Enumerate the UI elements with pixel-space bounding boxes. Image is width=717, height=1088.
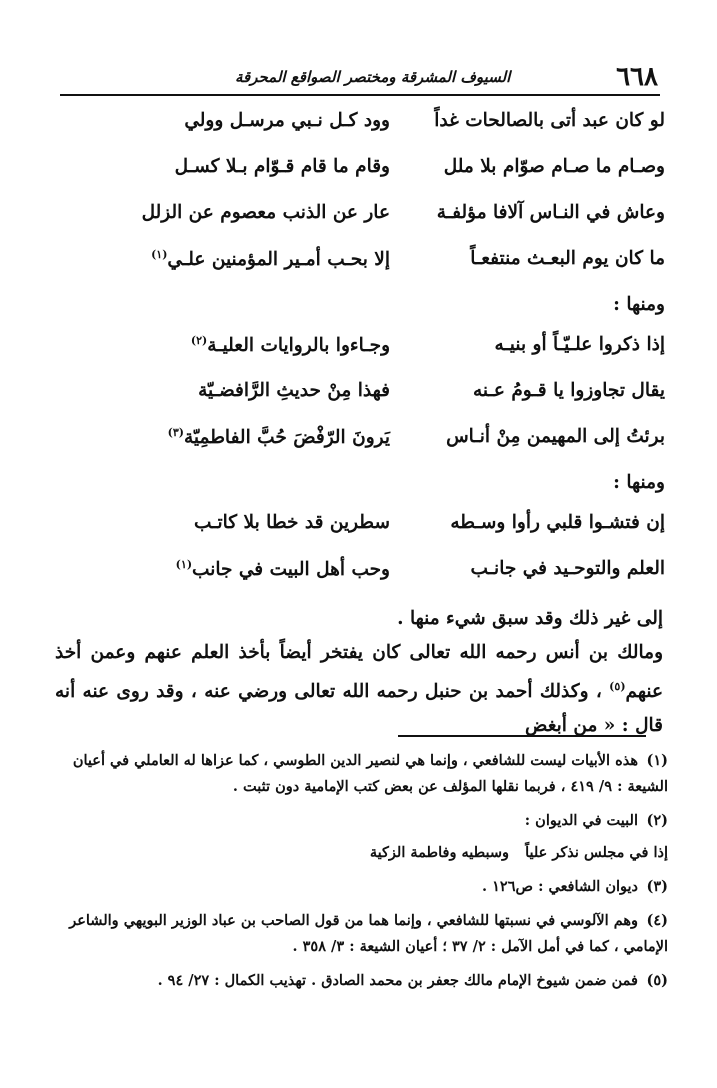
verse-line — [55, 416, 665, 462]
footnote — [50, 968, 668, 994]
footnotes — [50, 740, 668, 994]
main-text — [55, 100, 665, 743]
footnote-ref: (١) — [151, 248, 168, 261]
footnote — [50, 874, 668, 900]
footnote-number: (٣) — [646, 878, 668, 895]
footnote-verse — [50, 840, 668, 866]
paragraph-text: ومالك بن أنس رحمه الله تعالى كان يفتخر أيضاً بأخذ العلم عنهم وعمن أخذ عنهم — [55, 642, 663, 703]
verse-line — [55, 370, 665, 416]
verse-second-hemistich — [55, 558, 390, 580]
verse-line — [55, 324, 665, 370]
verse-second-hemistich: وود كـل نـبي مرسـل وولي — [184, 110, 390, 131]
footnote-number: (١) — [646, 752, 668, 769]
verse-first-hemistich: العلم والتوحـيد في جانـب — [470, 558, 665, 579]
verse-second-hemistich — [55, 334, 390, 356]
footnote-ref: (٥) — [609, 680, 626, 693]
verse-first-hemistich: يقال تجاوزوا يا قـومُ عـنه — [472, 380, 665, 401]
prose-paragraph — [55, 636, 663, 743]
footnote-verse-first: إذا في مجلس نذكر علياً — [525, 844, 668, 861]
verse-first-hemistich: برئتُ إلى المهيمن مِنْ أنـاس — [446, 426, 665, 447]
hemistich-text: وجـاءوا بالروايات العليـة — [207, 335, 390, 357]
verse-first-hemistich: وصـام ما صـام صوّام بلا ملل — [443, 156, 665, 177]
footnote-text: ديوان الشافعي : ص١٢٦ . — [482, 878, 638, 895]
verse-second-hemistich: فهذا مِنْ حديثِ الرَّافضـيّة — [198, 380, 390, 401]
verse-first-hemistich: لو كان عبد أتى بالصالحات غداً — [434, 110, 665, 131]
verse-line — [55, 100, 665, 146]
footnote-ref: (٢) — [190, 334, 208, 347]
running-title: السيوف المشرقة ومختصر الصواقع المحرقة — [235, 68, 511, 86]
header-rule — [60, 94, 660, 96]
verse-first-hemistich: وعاش في النـاس آلافا مؤلفـة — [436, 202, 665, 223]
footnote-text: البيت في الديوان : — [524, 812, 638, 829]
footnote — [50, 748, 668, 800]
verse-line — [55, 146, 665, 192]
paragraph-text: ، وكذلك أحمد بن حنبل رحمه الله تعالى ورضي عنه ، وقد روى عنه أنه قال : « من أبغض — [55, 681, 663, 737]
hemistich-text: يَرونَ الرّفْضَ حُبَّ الفاطمِيّة — [184, 427, 390, 449]
page-number: ٦٦٨ — [616, 62, 658, 92]
footnote — [50, 808, 668, 834]
hemistich-text: إلا بحـب أمـير المؤمنين علـي — [167, 249, 390, 271]
verse-second-hemistich: عار عن الذنب معصوم عن الزلل — [141, 202, 390, 223]
footnote-ref: (١) — [175, 558, 193, 571]
footnote-text: وهم الآلوسي في نسبتها للشافعي ، وإنما هما من قول الصاحب بن عباد الوزير البويهي والشاعر الإمامي ، كما في أمل الآمل : ٢/ ٣٧ ؛ أعيان الشيعة : ٣/ ٣٥٨ . — [69, 912, 668, 955]
footnote-number: (٤) — [646, 912, 668, 929]
verse-line — [55, 192, 665, 238]
footnote-text: هذه الأبيات ليست للشافعي ، وإنما هي لنصير الدين الطوسي ، كما عزاها له العاملي في أعيان الشيعة : ٩/ ٤١٩ ، فربما نقلها المؤلف عن بعض كتب الإمامية دون تثبت . — [72, 752, 668, 795]
footnote-verse-second: وسبطيه وفاطمة الزكية — [369, 844, 510, 861]
footnote-rule — [398, 735, 646, 737]
hemistich-text: وحب أهل البيت في جانب — [192, 559, 390, 581]
page-header — [60, 60, 660, 98]
footnote-number: (٢) — [646, 812, 668, 829]
prose-line: إلى غير ذلك وقد سبق شيء منها . — [397, 608, 663, 629]
verse-second-hemistich — [55, 248, 390, 270]
footnote — [50, 908, 668, 960]
verse-line — [55, 502, 665, 548]
verse-first-hemistich: إن فتشـوا قلبي رأوا وسـطه — [450, 512, 665, 533]
verse-first-hemistich: ما كان يوم البعـث منتفعـاً — [470, 248, 665, 269]
heading-text: ومنها : — [613, 294, 665, 315]
footnote-ref: (٣) — [167, 426, 185, 439]
verse-line — [55, 238, 665, 284]
section-heading — [55, 284, 665, 324]
verse-first-hemistich: إذا ذكروا علـيّـاً أو بنيـه — [494, 334, 665, 355]
verse-line — [55, 548, 665, 594]
heading-text: ومنها : — [613, 472, 665, 493]
verse-second-hemistich: وقام ما قام قـوّام بـلا كسـل — [174, 156, 390, 177]
section-heading — [55, 462, 665, 502]
verse-second-hemistich — [55, 426, 390, 448]
footnote-text: فمن ضمن شيوخ الإمام مالك جعفر بن محمد الصادق . تهذيب الكمال : ٢٧/ ٩٤ . — [157, 972, 638, 989]
verse-second-hemistich: سطرين قد خطا بلا كاتـب — [193, 512, 390, 533]
footnote-number: (٥) — [646, 972, 668, 989]
